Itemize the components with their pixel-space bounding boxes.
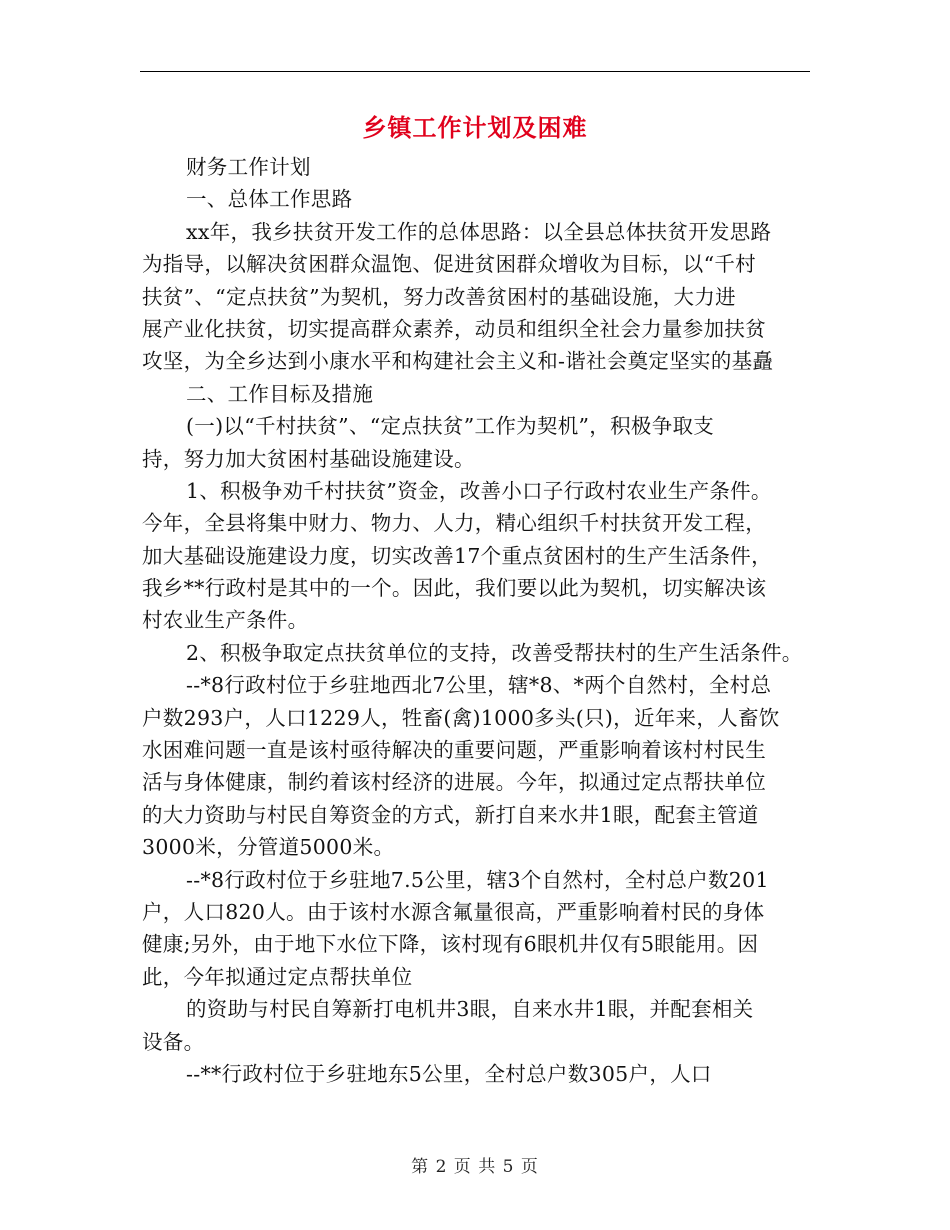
body-line: 加大基础设施建设力度，切实改善17个重点贫困村的生产生活条件， xyxy=(142,543,772,568)
body-line: xx年，我乡扶贫开发工作的总体思路：以全县总体扶贫开发思路 xyxy=(186,219,772,244)
body-line: 设备。 xyxy=(142,1029,205,1054)
body-line: 户数293户，人口1229人，牲畜(禽)1000多头(只)，近年来，人畜饮 xyxy=(142,705,780,730)
document-title: 乡镇工作计划及困难 xyxy=(362,113,588,142)
body-line: 户，人口820人。由于该村水源含氟量很高，严重影响着村民的身体 xyxy=(142,899,765,924)
page-footer: 第 2 页 共 5 页 xyxy=(411,1157,539,1177)
body-line: 水困难问题一直是该村亟待解决的重要问题，严重影响着该村村民生 xyxy=(142,738,766,763)
body-line: 展产业化扶贫，切实提高群众素养，动员和组织全社会力量参加扶贫 xyxy=(142,316,766,341)
body-line: 村农业生产条件。 xyxy=(142,608,309,633)
header-rule xyxy=(140,71,810,72)
body-line: --*8行政村位于乡驻地7.5公里，辖3个自然村，全村总户数201 xyxy=(186,867,769,892)
document-body xyxy=(142,151,818,1090)
body-line: 活与身体健康，制约着该村经济的进展。今年，拟通过定点帮扶单位 xyxy=(142,770,766,795)
body-line: 我乡**行政村是其中的一个。因此，我们要以此为契机，切实解决该 xyxy=(142,576,767,601)
body-line: 3000米，分管道5000米。 xyxy=(142,835,395,860)
body-line: 二、工作目标及措施 xyxy=(186,381,374,406)
body-line: 财务工作计划 xyxy=(186,155,311,179)
body-line: 扶贫”、“定点扶贫”为契机，努力改善贫困村的基础设施，大力进 xyxy=(142,284,736,309)
body-line: 持，努力加大贫困村基础设施建设。 xyxy=(142,446,475,471)
body-line: (一)以“千村扶贫”、“定点扶贫”工作为契机”，积极争取支 xyxy=(186,414,715,439)
body-line: 今年，全县将集中财力、物力、人力，精心组织千村扶贫开发工程， xyxy=(142,511,766,536)
body-line: 为指导，以解决贫困群众温饱、促进贫困群众增收为目标，以“千村 xyxy=(142,252,756,277)
body-line: 健康;另外，由于地下水位下降，该村现有6眼机井仅有5眼能用。因 xyxy=(142,932,759,957)
body-line: 1、积极争劝千村扶贫”资金，改善小口子行政村农业生产条件。 xyxy=(186,478,772,503)
body-line: 的大力资助与村民自筹资金的方式，新打自来水井1眼，配套主管道 xyxy=(142,802,759,827)
body-line: --*8行政村位于乡驻地西北7公里，辖*8、*两个自然村，全村总 xyxy=(186,673,772,698)
body-line: 此，今年拟通过定点帮扶单位 xyxy=(142,964,413,989)
body-line: 攻坚，为全乡达到小康水平和构建社会主义和-谐社会奠定坚实的基矗 xyxy=(142,349,774,374)
body-line: 的资助与村民自筹新打电机井3眼，自来水井1眼，并配套相关 xyxy=(186,997,754,1022)
body-line: 2、积极争取定点扶贫单位的支持，改善受帮扶村的生产生活条件。 xyxy=(186,640,803,665)
body-line: 一、总体工作思路 xyxy=(186,187,353,212)
body-line: --**行政村位于乡驻地东5公里，全村总户数305户，人口 xyxy=(186,1061,712,1086)
